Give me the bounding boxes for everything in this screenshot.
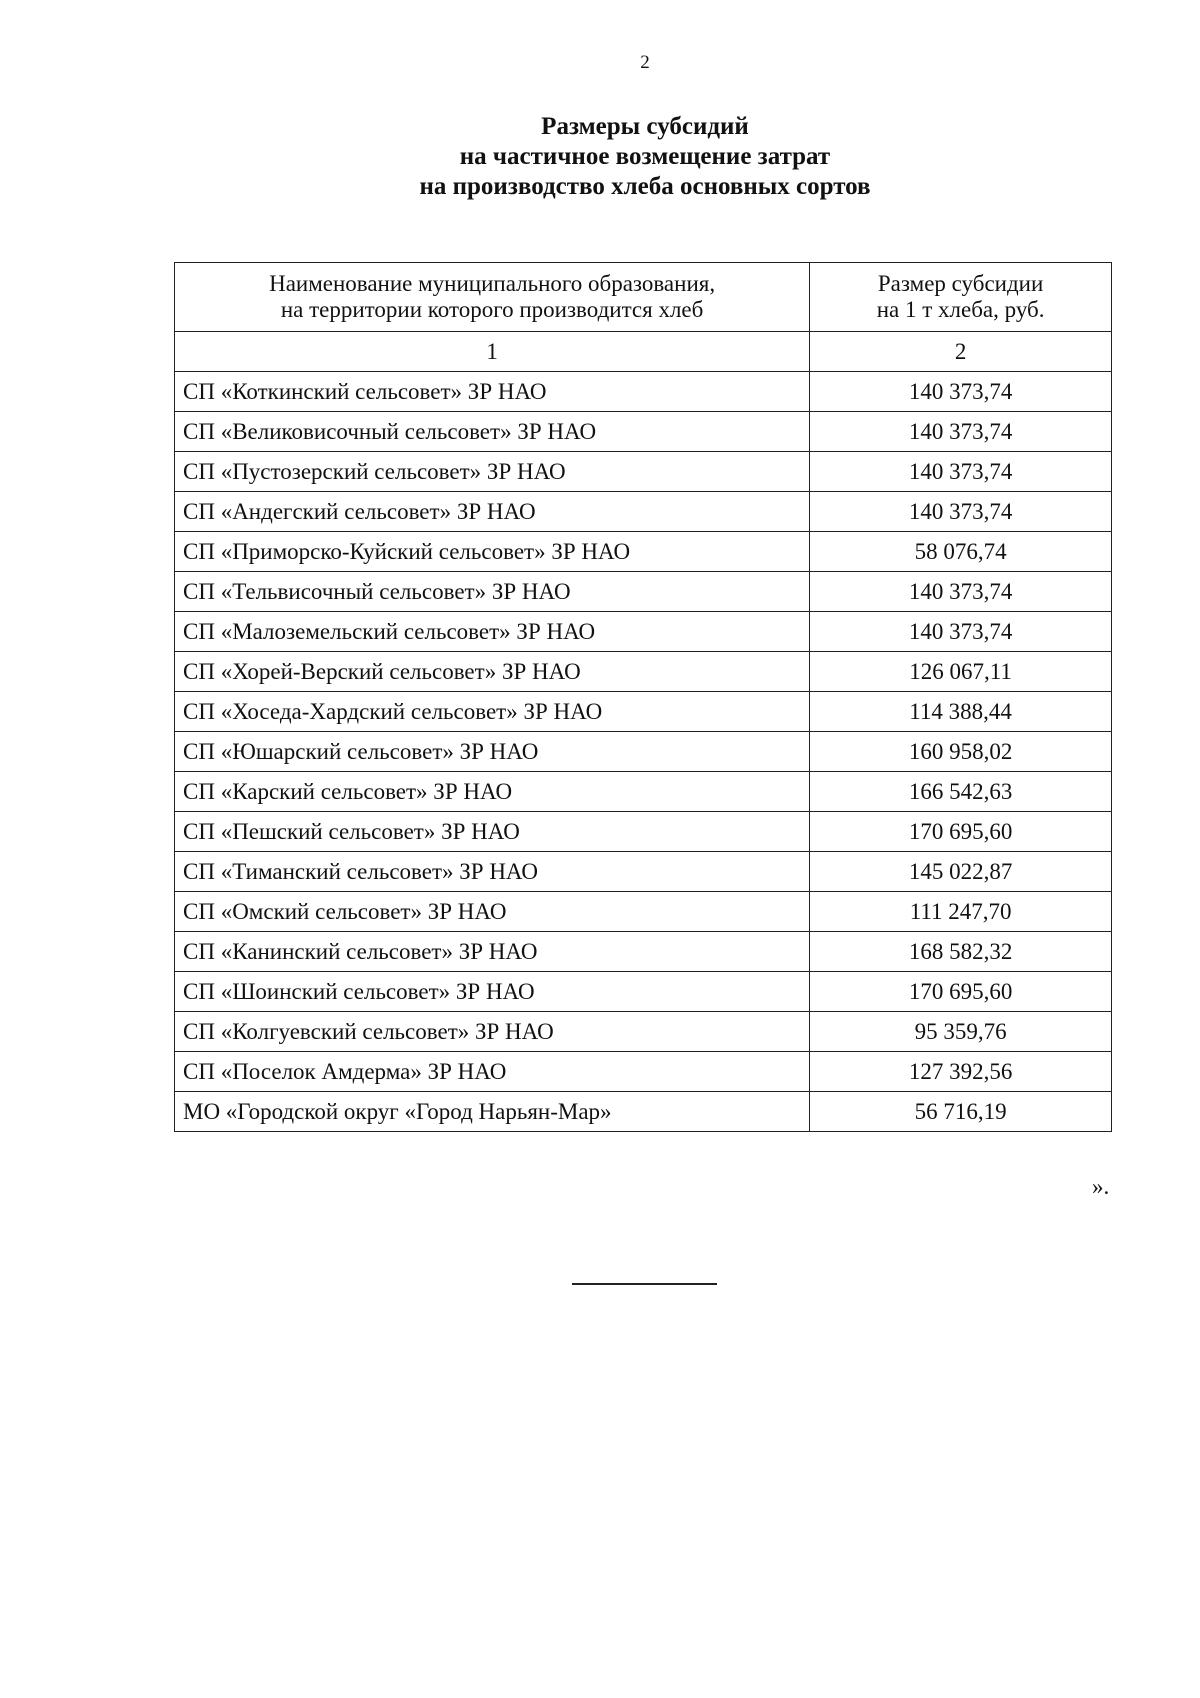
subsidy-value-cell: 114 388,44	[810, 692, 1112, 732]
table-row	[175, 812, 1112, 852]
subsidy-value-cell: 140 373,74	[810, 612, 1112, 652]
header-municipality-line2: на территории которого производится хлеб	[280, 297, 704, 322]
subsidy-value-cell: 140 373,74	[810, 412, 1112, 452]
municipality-name-cell: СП «Колгуевский сельсовет» ЗР НАО	[175, 1012, 810, 1052]
column-number-2: 2	[810, 332, 1112, 372]
subsidy-value-cell: 140 373,74	[810, 452, 1112, 492]
municipality-name-cell: МО «Городской округ «Город Нарьян-Мар»	[175, 1092, 810, 1132]
table-row	[175, 532, 1112, 572]
municipality-name-cell: СП «Канинский сельсовет» ЗР НАО	[175, 932, 810, 972]
header-municipality-line1: Наименование муниципального образования,	[269, 271, 716, 296]
table-row	[175, 612, 1112, 652]
table-row	[175, 1092, 1112, 1132]
municipality-name-cell: СП «Поселок Амдерма» ЗР НАО	[175, 1052, 810, 1092]
municipality-name-cell: СП «Карский сельсовет» ЗР НАО	[175, 772, 810, 812]
subsidy-table	[174, 262, 1112, 1132]
header-subsidy-line2: на 1 т хлеба, руб.	[876, 297, 1045, 322]
municipality-name-cell: СП «Коткинский сельсовет» ЗР НАО	[175, 372, 810, 412]
subsidy-value-cell: 140 373,74	[810, 372, 1112, 412]
subsidy-value-cell: 168 582,32	[810, 932, 1112, 972]
title-line-1: Размеры субсидий	[541, 113, 749, 140]
table-row	[175, 652, 1112, 692]
table-row	[175, 1052, 1112, 1092]
document-title	[0, 112, 1200, 202]
subsidy-value-cell: 127 392,56	[810, 1052, 1112, 1092]
column-number-row	[175, 332, 1112, 372]
subsidy-value-cell: 56 716,19	[810, 1092, 1112, 1132]
municipality-name-cell: СП «Шоинский сельсовет» ЗР НАО	[175, 972, 810, 1012]
subsidy-value-cell: 145 022,87	[810, 852, 1112, 892]
municipality-name-cell: СП «Юшарский сельсовет» ЗР НАО	[175, 732, 810, 772]
subsidy-value-cell: 170 695,60	[810, 972, 1112, 1012]
municipality-name-cell: СП «Приморско-Куйский сельсовет» ЗР НАО	[175, 532, 810, 572]
municipality-name-cell: СП «Пустозерский сельсовет» ЗР НАО	[175, 452, 810, 492]
municipality-name-cell: СП «Тиманский сельсовет» ЗР НАО	[175, 852, 810, 892]
table-row	[175, 572, 1112, 612]
subsidy-value-cell: 140 373,74	[810, 492, 1112, 532]
table-header-row	[175, 263, 1112, 332]
table-row	[175, 692, 1112, 732]
header-subsidy-line1: Размер субсидии	[877, 271, 1044, 296]
subsidy-value-cell: 58 076,74	[810, 532, 1112, 572]
table-row	[175, 1012, 1112, 1052]
column-number-1: 1	[175, 332, 810, 372]
table-row	[175, 732, 1112, 772]
table-row	[175, 452, 1112, 492]
municipality-name-cell: СП «Андегский сельсовет» ЗР НАО	[175, 492, 810, 532]
subsidy-value-cell: 140 373,74	[810, 572, 1112, 612]
table-row	[175, 772, 1112, 812]
title-line-2: на частичное возмещение затрат	[459, 143, 831, 170]
closing-quote-mark: ».	[1092, 1174, 1110, 1199]
header-municipality	[175, 263, 810, 332]
municipality-name-cell: СП «Пешский сельсовет» ЗР НАО	[175, 812, 810, 852]
municipality-name-cell: СП «Хорей-Верский сельсовет» ЗР НАО	[175, 652, 810, 692]
bottom-separator-line	[572, 1283, 717, 1285]
title-line-3: на производство хлеба основных сортов	[419, 173, 871, 200]
subsidy-value-cell: 160 958,02	[810, 732, 1112, 772]
municipality-name-cell: СП «Великовисочный сельсовет» ЗР НАО	[175, 412, 810, 452]
subsidy-value-cell: 170 695,60	[810, 812, 1112, 852]
municipality-name-cell: СП «Хоседа-Хардский сельсовет» ЗР НАО	[175, 692, 810, 732]
header-subsidy	[810, 263, 1112, 332]
page-number: 2	[640, 52, 650, 73]
subsidy-value-cell: 95 359,76	[810, 1012, 1112, 1052]
municipality-name-cell: СП «Тельвисочный сельсовет» ЗР НАО	[175, 572, 810, 612]
municipality-name-cell: СП «Малоземельский сельсовет» ЗР НАО	[175, 612, 810, 652]
table-row	[175, 372, 1112, 412]
table-row	[175, 972, 1112, 1012]
subsidy-value-cell: 126 067,11	[810, 652, 1112, 692]
table-row	[175, 492, 1112, 532]
table-row	[175, 892, 1112, 932]
subsidy-value-cell: 166 542,63	[810, 772, 1112, 812]
subsidy-value-cell: 111 247,70	[810, 892, 1112, 932]
table-row	[175, 852, 1112, 892]
table-row	[175, 412, 1112, 452]
municipality-name-cell: СП «Омский сельсовет» ЗР НАО	[175, 892, 810, 932]
table-row	[175, 932, 1112, 972]
